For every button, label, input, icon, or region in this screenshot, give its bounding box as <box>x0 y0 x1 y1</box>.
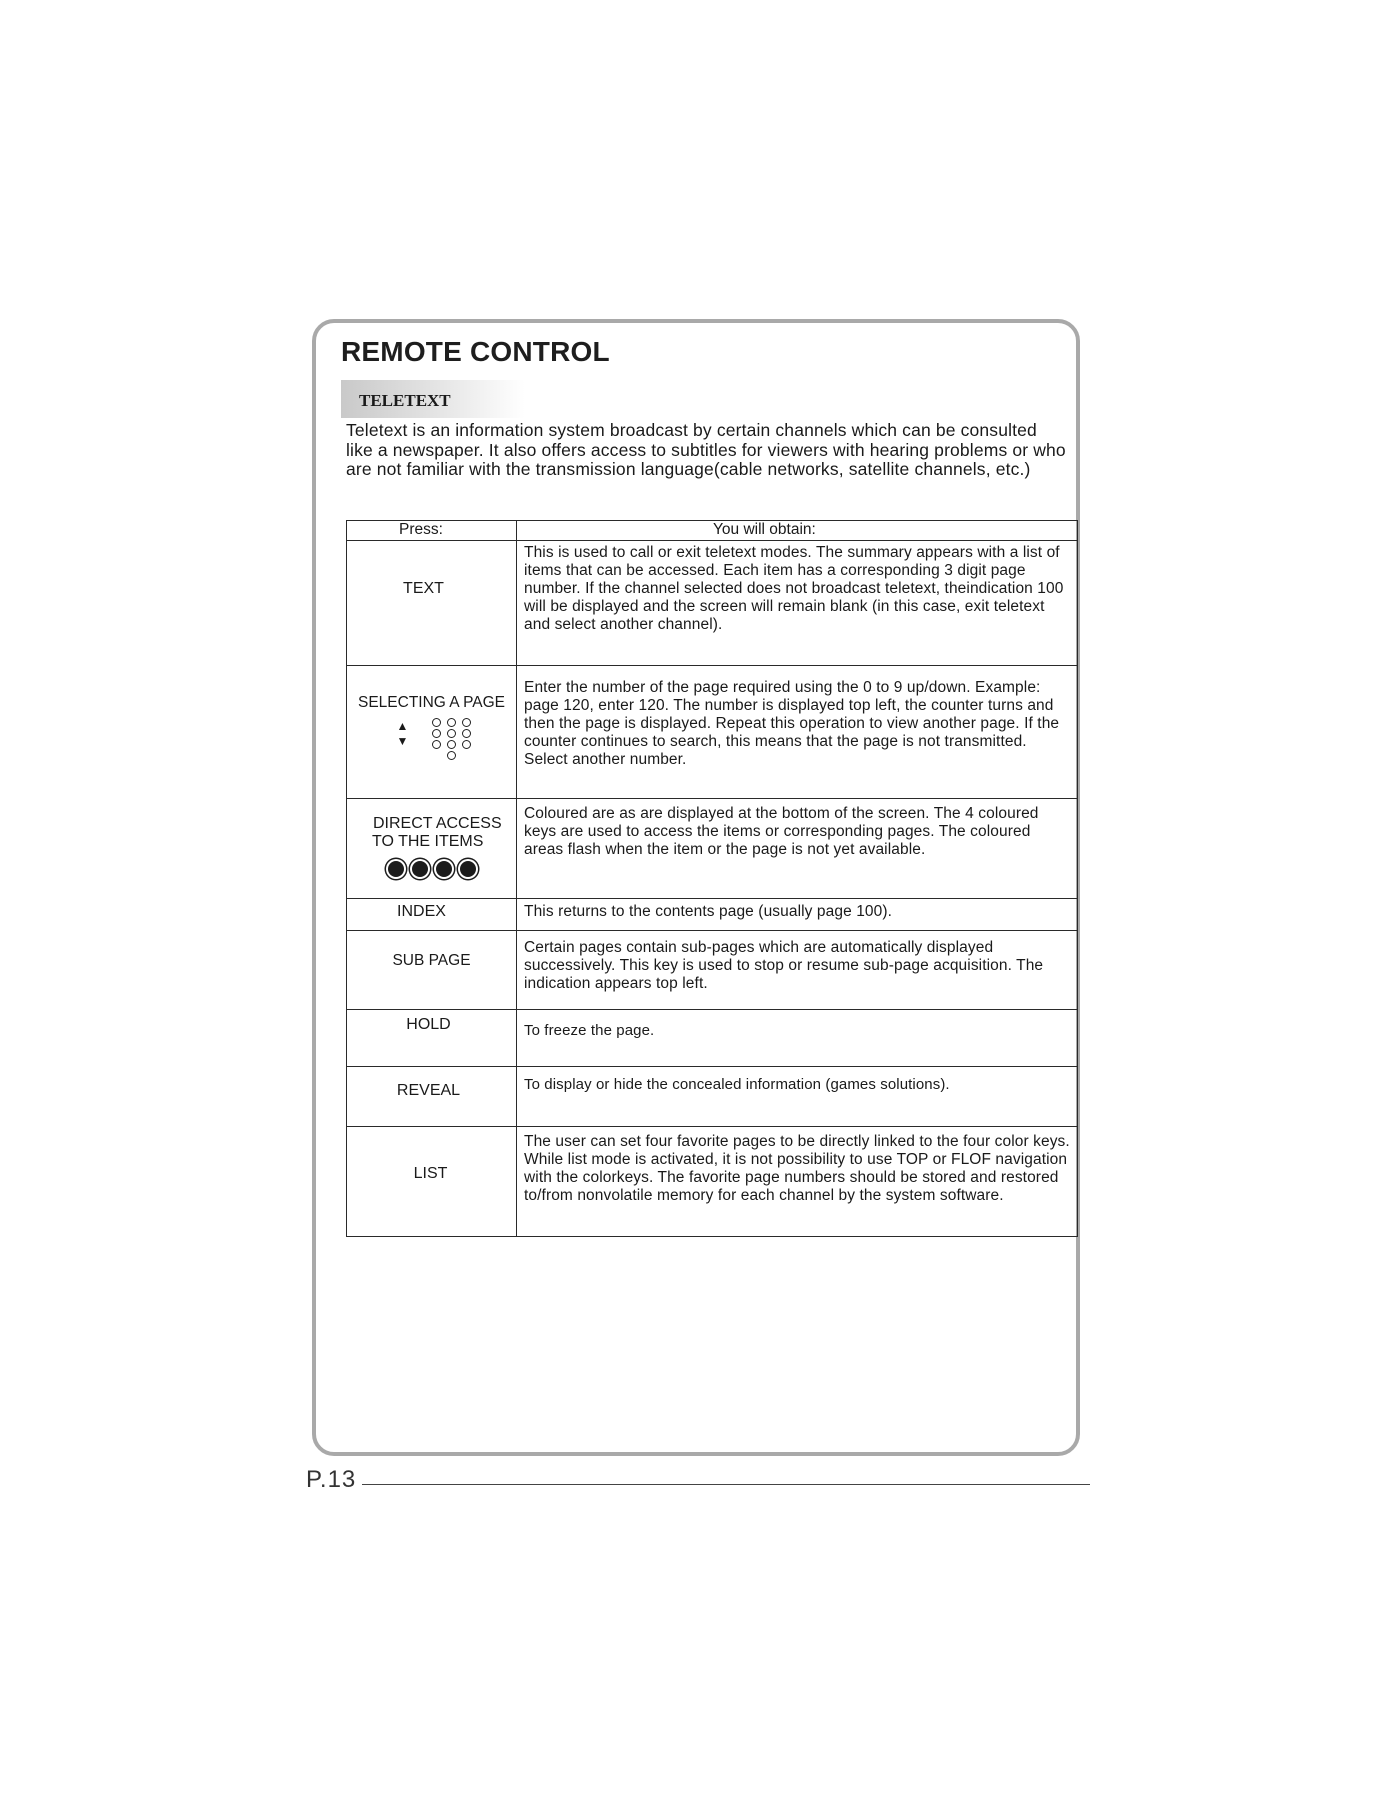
yellow-key-icon <box>436 861 452 877</box>
red-key-icon <box>388 861 404 877</box>
number-key-icon <box>462 740 471 749</box>
key-cell <box>347 931 517 1010</box>
number-key-icon <box>447 740 456 749</box>
table-row <box>347 931 1078 1010</box>
desc-cell: This is used to call or exit teletext modes. The summary appears with a list of items that can be accessed. Each item has a corresponding 3 digit page number. If the channel selected does not broadcast teletext, theindication 100 will be displayed and the screen will remain blank (in this case, exit teletext and select another channel). <box>517 541 1078 666</box>
number-key-icon <box>447 718 456 727</box>
key-cell <box>347 899 517 931</box>
key-label-reveal: REVEAL <box>396 1082 461 1099</box>
table-row <box>347 1067 1078 1127</box>
teletext-keys-table <box>346 520 1078 1237</box>
section-title: TELETEXT <box>359 391 451 410</box>
intro-paragraph: Teletext is an information system broadcast by certain channels which can be consulted like a newspaper. It also offers access to subtitles for viewers with hearing problems or who are not familiar with the transmission language(cable networks, satellite channels, etc.) <box>346 420 1066 479</box>
key-label-index: INDEX <box>397 903 446 920</box>
key-label-direct-access: DIRECT ACCESS <box>373 815 502 832</box>
number-key-icon <box>432 740 441 749</box>
key-cell <box>347 541 517 666</box>
key-label-hold: HOLD <box>406 1016 451 1033</box>
green-key-icon <box>412 861 428 877</box>
table-row <box>347 899 1078 931</box>
up-arrow-icon: ▲ <box>396 719 409 733</box>
desc-cell: To display or hide the concealed information (games solutions). <box>517 1067 1078 1127</box>
header-obtain: You will obtain: <box>517 521 1078 541</box>
number-key-icon <box>462 729 471 738</box>
color-keys-icon <box>347 861 516 877</box>
key-cell <box>347 799 517 899</box>
table-header-row <box>347 521 1078 541</box>
number-key-icon <box>462 718 471 727</box>
key-label-text: TEXT <box>403 580 444 597</box>
number-key-icon <box>447 751 456 760</box>
key-cell <box>347 1127 517 1237</box>
key-label-items: TO THE ITEMS <box>372 833 484 850</box>
page-title: REMOTE CONTROL <box>341 336 610 367</box>
table-row <box>347 666 1078 799</box>
key-cell <box>347 1067 517 1127</box>
desc-cell: To freeze the page. <box>517 1010 1078 1067</box>
desc-cell: Coloured are as are displayed at the bottom of the screen. The 4 coloured keys are used to access the items or corresponding pages. The coloured areas flash when the item or the page is not yet available. <box>517 799 1078 899</box>
table-row <box>347 799 1078 899</box>
desc-cell: The user can set four favorite pages to be directly linked to the four color keys. While list mode is activated, it is not possibility to use TOP or FLOF navigation with the colorkeys. The favorite page numbers should be stored and restored to/from nonvolatile memory for each channel by the system software. <box>517 1127 1078 1237</box>
key-cell <box>347 666 517 799</box>
header-press: Press: <box>347 521 517 541</box>
table-row <box>347 1010 1078 1067</box>
down-arrow-icon: ▼ <box>396 734 409 748</box>
table-row <box>347 541 1078 666</box>
page-number: P.13 <box>306 1466 357 1493</box>
blue-key-icon <box>460 861 476 877</box>
table-row <box>347 1127 1078 1237</box>
number-key-icon <box>447 729 456 738</box>
key-label-list: LIST <box>413 1165 448 1182</box>
key-cell <box>347 1010 517 1067</box>
footer-rule <box>362 1484 1090 1485</box>
number-key-icon <box>432 729 441 738</box>
desc-cell: This returns to the contents page (usually page 100). <box>517 899 1078 931</box>
number-key-icon <box>432 718 441 727</box>
key-label-selecting-page: SELECTING A PAGE <box>357 694 505 711</box>
desc-cell: Certain pages contain sub-pages which are automatically displayed successively. This key is used to stop or resume sub-page acquisition. The indication appears top left. <box>517 931 1078 1010</box>
section-tab <box>341 380 525 418</box>
numpad-icon <box>392 718 472 764</box>
desc-cell: Enter the number of the page required using the 0 to 9 up/down. Example: page 120, enter 120. The number is displayed top left, the counter turns and then the page is displayed. Repeat this operation to view another page. If the counter continues to search, this means that the page is not transmitted. Select another number. <box>517 666 1078 799</box>
key-label-sub-page: SUB PAGE <box>392 952 471 969</box>
